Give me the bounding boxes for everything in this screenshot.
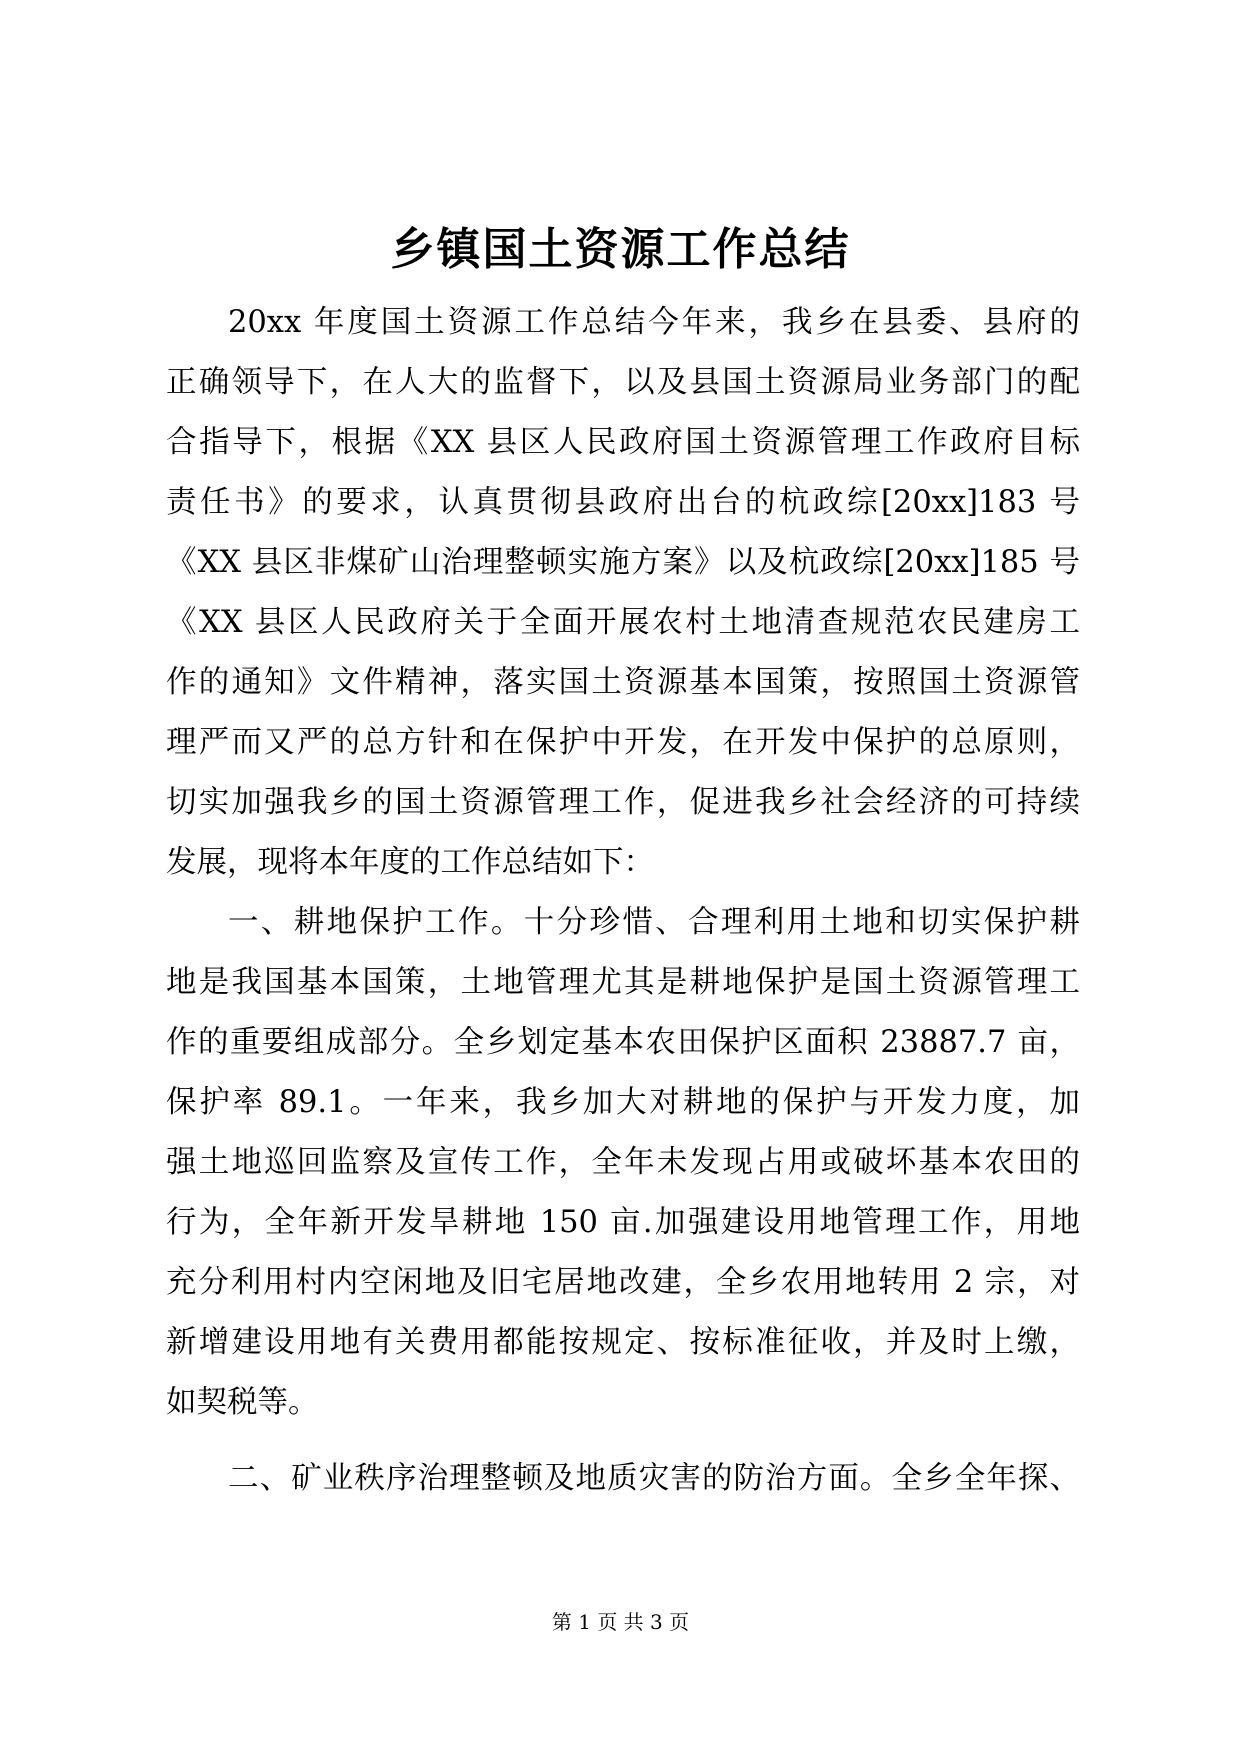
text-line: 新增建设用地有关费用都能按规定、按标准征收，并及时上缴， bbox=[166, 1325, 1080, 1360]
text-line: 行为，全年新开发旱耕地 150 亩.加强建设用地管理工作，用地 bbox=[166, 1205, 1080, 1240]
paragraph-intro bbox=[166, 293, 1080, 893]
text-line: 责任书》的要求，认真贯彻县政府出台的杭政综[20xx]183 号 bbox=[166, 485, 1080, 520]
text-line: 如契税等。 bbox=[166, 1385, 319, 1420]
text-line: 20xx 年度国土资源工作总结今年来，我乡在县委、县府的 bbox=[228, 305, 1080, 340]
paragraph-mining-order bbox=[166, 1449, 1080, 1509]
text-line: 作的重要组成部分。全乡划定基本农田保护区面积 23887.7 亩， bbox=[166, 1025, 1080, 1060]
text-line: 二、矿业秩序治理整顿及地质灾害的防治方面。全乡全年探、 bbox=[228, 1461, 1080, 1496]
text-line: 发展，现将本年度的工作总结如下： bbox=[166, 845, 654, 880]
text-line: 地是我国基本国策，土地管理尤其是耕地保护是国土资源管理工 bbox=[166, 965, 1080, 1000]
text-line: 强土地巡回监察及宣传工作，全年未发现占用或破坏基本农田的 bbox=[166, 1145, 1080, 1180]
text-line: 充分利用村内空闲地及旧宅居地改建，全乡农用地转用 2 宗，对 bbox=[166, 1265, 1080, 1300]
page-footer: 第 1 页 共 3 页 bbox=[551, 1610, 690, 1634]
text-line: 保护率 89.1。一年来，我乡加大对耕地的保护与开发力度，加 bbox=[166, 1085, 1080, 1120]
text-line: 正确领导下，在人大的监督下，以及县国土资源局业务部门的配 bbox=[166, 365, 1080, 400]
document-title: 乡镇国土资源工作总结 bbox=[390, 224, 851, 275]
text-line: 《XX 县区非煤矿山治理整顿实施方案》以及杭政综[20xx]185 号 bbox=[166, 545, 1080, 580]
text-line: 《XX 县区人民政府关于全面开展农村土地清查规范农民建房工 bbox=[166, 605, 1080, 640]
text-line: 切实加强我乡的国土资源管理工作，促进我乡社会经济的可持续 bbox=[166, 785, 1080, 820]
text-line: 合指导下，根据《XX 县区人民政府国土资源管理工作政府目标 bbox=[166, 425, 1080, 460]
text-line: 理严而又严的总方针和在保护中开发，在开发中保护的总原则， bbox=[166, 725, 1080, 760]
text-line: 一、耕地保护工作。十分珍惜、合理利用土地和切实保护耕 bbox=[228, 905, 1080, 940]
document-body bbox=[166, 293, 1080, 1509]
paragraph-farmland-protection bbox=[166, 893, 1080, 1433]
text-line: 作的通知》文件精神，落实国土资源基本国策，按照国土资源管 bbox=[166, 665, 1080, 700]
paragraph-gap bbox=[166, 1433, 1080, 1449]
